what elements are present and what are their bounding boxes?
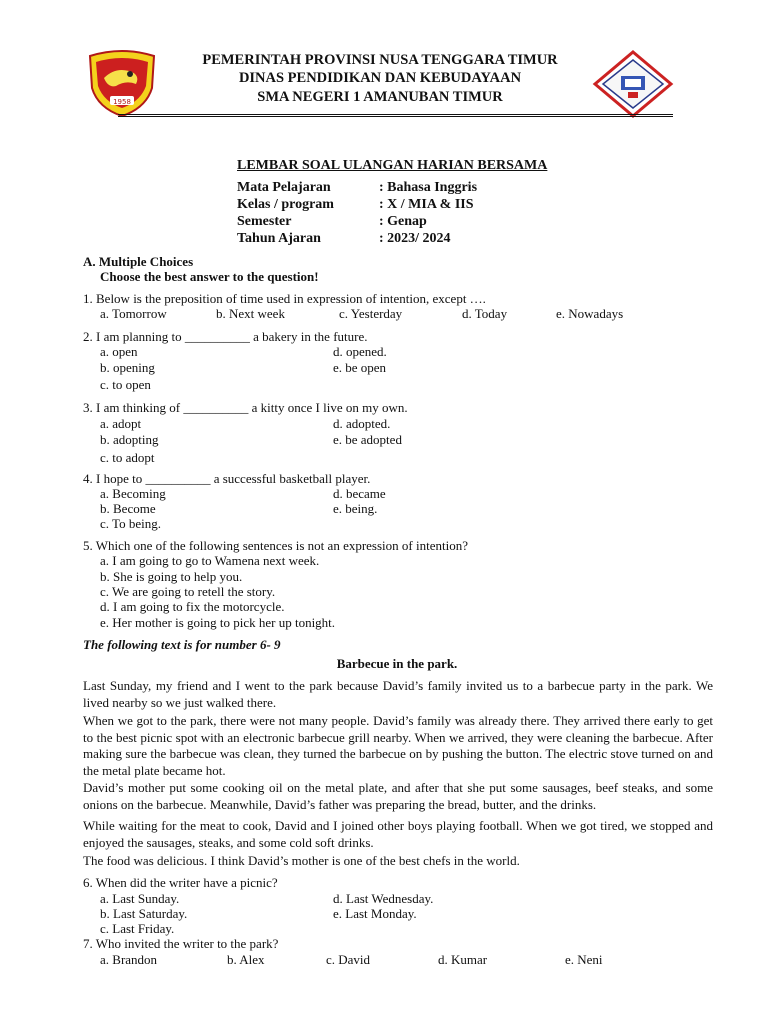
header-government: PEMERINTAH PROVINSI NUSA TENGGARA TIMUR [202, 52, 558, 68]
option: c. To being. [100, 516, 161, 531]
option: b. Last Saturday. [100, 906, 188, 921]
info-value-semester: : Genap [379, 214, 427, 229]
section-instruction: Choose the best answer to the question! [100, 269, 319, 284]
option: b. Alex [227, 952, 265, 967]
option: c. David [326, 952, 371, 967]
option: d. I am going to fix the motorcycle. [100, 599, 285, 614]
option: a. I am going to go to Wamena next week. [100, 553, 320, 568]
header-department: DINAS PENDIDIKAN DAN KEBUDAYAAN [238, 70, 522, 86]
option: d. Kumar [438, 952, 488, 967]
reading-intro: The following text is for number 6- 9 [83, 637, 281, 652]
question-3: 3. I am thinking of __________ a kitty once I live on my own. [83, 400, 408, 415]
option: c. Last Friday. [100, 921, 175, 936]
reading-paragraph-3: David’s mother put some cooking oil on the metal plate, and after that she put some sausages, beef steaks, and some onions on the barbecue. Meanwhile, David’s father was preparing the bread, butter, and the drinks. [83, 780, 713, 812]
left-school-emblem [86, 48, 158, 118]
info-value-class: : X / MIA & IIS [379, 197, 474, 212]
info-label-class: Kelas / program [237, 197, 334, 212]
option: b. She is going to help you. [100, 569, 243, 584]
info-label-semester: Semester [237, 214, 292, 229]
header-divider [118, 114, 673, 117]
option: b. Become [100, 501, 156, 516]
sheet-title: LEMBAR SOAL ULANGAN HARIAN BERSAMA [237, 158, 548, 173]
question-1: 1. Below is the preposition of time used in expression of intention, except …. [83, 291, 486, 306]
info-label-subject: Mata Pelajaran [237, 180, 331, 195]
option: d. Today [462, 306, 508, 321]
option: a. Tomorrow [100, 306, 167, 321]
option: b. Next week [216, 306, 285, 321]
reading-paragraph-1: Last Sunday, my friend and I went to the park because David’s family invited us to a barbecue party in the park. We lived nearby so we just walked there. [83, 678, 713, 710]
question-2: 2. I am planning to __________ a bakery in the future. [83, 329, 368, 344]
reading-paragraph-5: The food was delicious. I think David’s mother is one of the best chefs in the world. [83, 853, 520, 868]
option: a. Last Sunday. [100, 891, 180, 906]
section-heading: A. Multiple Choices [83, 254, 194, 269]
option: b. opening [100, 360, 155, 375]
option: e. Last Monday. [333, 906, 417, 921]
option: e. being. [333, 501, 378, 516]
option: e. Nowadays [556, 306, 624, 321]
option: e. Neni [565, 952, 603, 967]
option: e. be adopted [333, 432, 402, 447]
option: c. We are going to retell the story. [100, 584, 276, 599]
question-5: 5. Which one of the following sentences is not an expression of intention? [83, 538, 468, 553]
header-school: SMA NEGERI 1 AMANUBAN TIMUR [257, 89, 503, 105]
option: a. Brandon [100, 952, 158, 967]
option: c. to adopt [100, 450, 155, 465]
option: a. Becoming [100, 486, 166, 501]
option: b. adopting [100, 432, 159, 447]
question-7: 7. Who invited the writer to the park? [83, 936, 279, 951]
info-label-year: Tahun Ajaran [237, 231, 321, 246]
option: a. open [100, 344, 138, 359]
question-4: 4. I hope to __________ a successful basketball player. [83, 471, 371, 486]
option: d. adopted. [333, 416, 391, 431]
info-value-subject: : Bahasa Inggris [379, 180, 478, 195]
option: a. adopt [100, 416, 142, 431]
info-value-year: : 2023/ 2024 [379, 231, 451, 246]
reading-title: Barbecue in the park. [336, 656, 458, 671]
option: c. Yesterday [339, 306, 403, 321]
option: e. Her mother is going to pick her up tonight. [100, 615, 336, 630]
option: d. Last Wednesday. [333, 891, 434, 906]
reading-paragraph-4: While waiting for the meat to cook, David and I joined other boys playing football. When we got tired, we stopped and enjoyed the sausages, steaks, and some cold soft drinks. [83, 818, 713, 850]
option: e. be open [333, 360, 387, 375]
emblem-year: 1958 [113, 98, 131, 106]
reading-paragraph-2: When we got to the park, there were not many people. David’s family was already there. They arrived there early to get to the best picnic spot with an electronic barbecue grill nearby. When we arrived, they were cleaning the barbecue. After making sure the barbecue was clean, they turned the barbecue on by pushing the button. The electric stove turned on and the metal plate became hot. [83, 713, 713, 778]
option: d. opened. [333, 344, 387, 359]
question-6: 6. When did the writer have a picnic? [83, 875, 278, 890]
option: c. to open [100, 377, 151, 392]
option: d. became [333, 486, 386, 501]
